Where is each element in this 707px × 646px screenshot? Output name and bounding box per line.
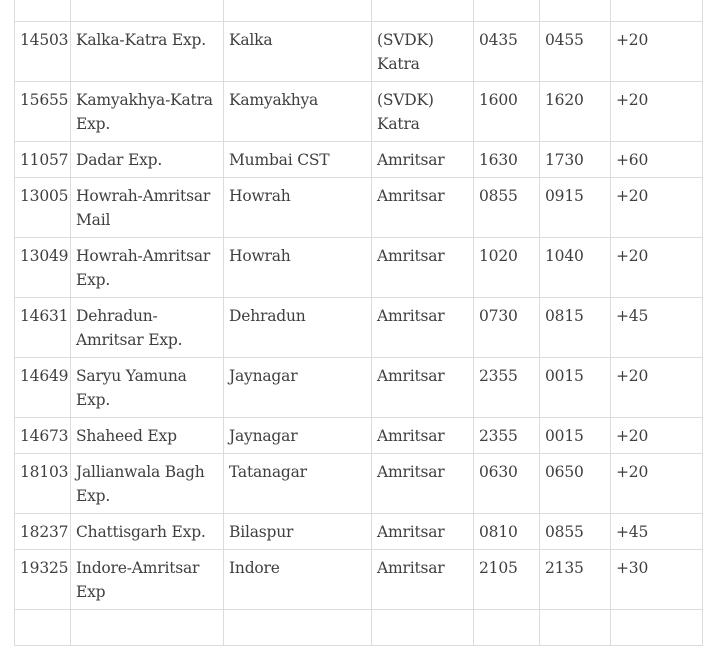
from-station-cell: Howrah [224, 238, 372, 298]
from-station-cell: Kamyakhya [224, 82, 372, 142]
table-row [15, 550, 703, 610]
train-name-cell [71, 610, 224, 646]
table-row [15, 298, 703, 358]
halt-duration-cell: +45 [611, 298, 703, 358]
halt-duration-cell: +20 [611, 358, 703, 418]
train-number-cell: 11057 [15, 142, 71, 178]
table-row [15, 0, 703, 22]
arrival-time-cell: 1630 [474, 142, 540, 178]
departure-time-cell: 1730 [540, 142, 611, 178]
arrival-time-cell [474, 0, 540, 22]
train-number-cell: 13049 [15, 238, 71, 298]
train-name-cell [71, 0, 224, 22]
train-name-cell: Shaheed Exp [71, 418, 224, 454]
halt-duration-cell: +60 [611, 142, 703, 178]
from-station-cell: Tatanagar [224, 454, 372, 514]
to-station-cell: Amritsar [372, 142, 474, 178]
departure-time-cell: 0855 [540, 514, 611, 550]
departure-time-cell: 0455 [540, 22, 611, 82]
departure-time-cell [540, 0, 611, 22]
from-station-cell: Indore [224, 550, 372, 610]
train-name-cell: Saryu Yamuna Exp. [71, 358, 224, 418]
train-number-cell: 18237 [15, 514, 71, 550]
from-station-cell: Bilaspur [224, 514, 372, 550]
train-number-cell: 15655 [15, 82, 71, 142]
to-station-cell: (SVDK) Katra [372, 82, 474, 142]
train-number-cell [15, 610, 71, 646]
train-name-cell: Indore-Amritsar Exp [71, 550, 224, 610]
train-name-cell: Kalka-Katra Exp. [71, 22, 224, 82]
from-station-cell: Jaynagar [224, 358, 372, 418]
departure-time-cell: 1040 [540, 238, 611, 298]
to-station-cell: Amritsar [372, 550, 474, 610]
table-row [15, 610, 703, 646]
arrival-time-cell: 0810 [474, 514, 540, 550]
train-name-cell: Jallianwala Bagh Exp. [71, 454, 224, 514]
table-row [15, 82, 703, 142]
arrival-time-cell [474, 610, 540, 646]
arrival-time-cell: 2355 [474, 418, 540, 454]
table-row [15, 454, 703, 514]
arrival-time-cell: 0730 [474, 298, 540, 358]
arrival-time-cell: 0630 [474, 454, 540, 514]
departure-time-cell [540, 610, 611, 646]
train-number-cell: 19325 [15, 550, 71, 610]
train-number-cell: 18103 [15, 454, 71, 514]
arrival-time-cell: 1020 [474, 238, 540, 298]
departure-time-cell: 0015 [540, 358, 611, 418]
departure-time-cell: 1620 [540, 82, 611, 142]
halt-duration-cell: +30 [611, 550, 703, 610]
train-name-cell: Howrah-Amritsar Mail [71, 178, 224, 238]
train-name-cell: Kamyakhya-Katra Exp. [71, 82, 224, 142]
to-station-cell: Amritsar [372, 418, 474, 454]
from-station-cell: Howrah [224, 178, 372, 238]
table-row [15, 238, 703, 298]
train-name-cell: Dadar Exp. [71, 142, 224, 178]
halt-duration-cell: +20 [611, 22, 703, 82]
arrival-time-cell: 2355 [474, 358, 540, 418]
train-name-cell: Howrah-Amritsar Exp. [71, 238, 224, 298]
table-row [15, 418, 703, 454]
train-name-cell: Dehradun-Amritsar Exp. [71, 298, 224, 358]
departure-time-cell: 0015 [540, 418, 611, 454]
halt-duration-cell: +20 [611, 418, 703, 454]
arrival-time-cell: 0435 [474, 22, 540, 82]
from-station-cell: Jaynagar [224, 418, 372, 454]
departure-time-cell: 2135 [540, 550, 611, 610]
table-row [15, 22, 703, 82]
halt-duration-cell [611, 610, 703, 646]
departure-time-cell: 0650 [540, 454, 611, 514]
arrival-time-cell: 2105 [474, 550, 540, 610]
from-station-cell [224, 0, 372, 22]
from-station-cell: Kalka [224, 22, 372, 82]
to-station-cell: Amritsar [372, 178, 474, 238]
to-station-cell: Amritsar [372, 298, 474, 358]
table-row [15, 178, 703, 238]
train-number-cell: 14673 [15, 418, 71, 454]
train-number-cell: 13005 [15, 178, 71, 238]
departure-time-cell: 0815 [540, 298, 611, 358]
from-station-cell: Mumbai CST [224, 142, 372, 178]
to-station-cell [372, 0, 474, 22]
table-row [15, 142, 703, 178]
train-schedule-table [14, 0, 703, 646]
train-number-cell: 14649 [15, 358, 71, 418]
train-number-cell: 14503 [15, 22, 71, 82]
halt-duration-cell [611, 0, 703, 22]
to-station-cell: (SVDK) Katra [372, 22, 474, 82]
halt-duration-cell: +20 [611, 238, 703, 298]
halt-duration-cell: +45 [611, 514, 703, 550]
halt-duration-cell: +20 [611, 82, 703, 142]
to-station-cell: Amritsar [372, 358, 474, 418]
to-station-cell: Amritsar [372, 454, 474, 514]
from-station-cell [224, 610, 372, 646]
arrival-time-cell: 0855 [474, 178, 540, 238]
to-station-cell: Amritsar [372, 238, 474, 298]
halt-duration-cell: +20 [611, 454, 703, 514]
departure-time-cell: 0915 [540, 178, 611, 238]
table-row [15, 514, 703, 550]
train-name-cell: Chattisgarh Exp. [71, 514, 224, 550]
halt-duration-cell: +20 [611, 178, 703, 238]
train-number-cell: 14631 [15, 298, 71, 358]
to-station-cell [372, 610, 474, 646]
to-station-cell: Amritsar [372, 514, 474, 550]
table-row [15, 358, 703, 418]
from-station-cell: Dehradun [224, 298, 372, 358]
arrival-time-cell: 1600 [474, 82, 540, 142]
train-number-cell [15, 0, 71, 22]
train-schedule-table-container [14, 0, 702, 646]
